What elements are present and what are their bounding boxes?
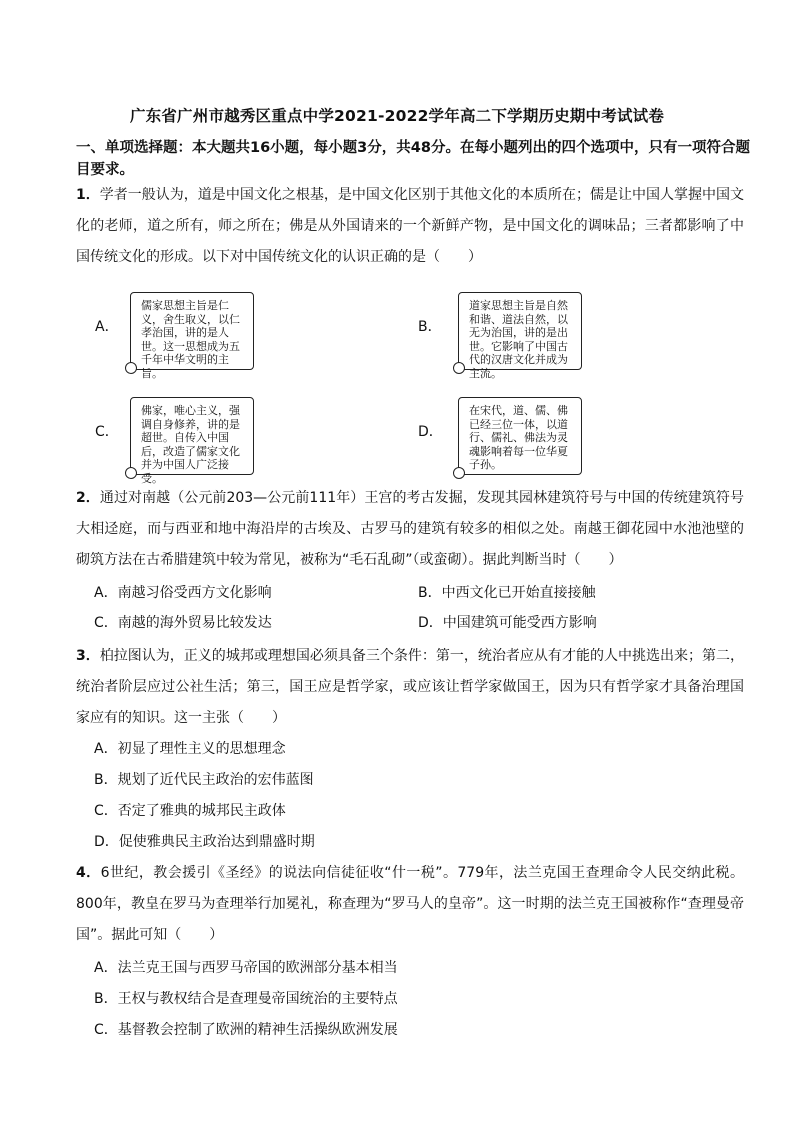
option-label: D． <box>418 615 443 631</box>
option-text: 规划了近代民主政治的宏伟蓝图 <box>117 772 314 788</box>
option-label: B． <box>94 991 118 1007</box>
q1-option-a-text: 儒家思想主旨是仁义，舍生取义，以仁孝治国，讲的是人世。这一思想成为五千年中华文明的主旨。 <box>141 299 240 380</box>
option-text: 法兰克王国与西罗马帝国的欧洲部分基本相当 <box>117 960 398 976</box>
option-label: B． <box>418 585 442 601</box>
option-text: 基督教会控制了欧洲的精神生活操纵欧洲发展 <box>117 1022 398 1038</box>
question-number: 2． <box>76 490 100 506</box>
scroll-curl-icon <box>125 362 137 374</box>
question-4-stem <box>76 858 744 951</box>
option-text: 中西文化已开始直接接触 <box>441 585 596 601</box>
option-text: 王权与教权结合是查理曼帝国统治的主要特点 <box>117 991 398 1007</box>
q1-option-c-scroll <box>130 397 254 485</box>
question-number: 1． <box>76 187 100 203</box>
q4-option-b <box>94 988 398 1008</box>
q4-option-c <box>94 1019 398 1039</box>
q1-option-b-scroll <box>458 292 582 380</box>
section-heading: 一、单项选择题：本大题共16小题，每小题3分，共48分。在每小题列出的四个选项中，只有一项符合题目要求。 <box>76 140 750 178</box>
q2-option-d <box>418 612 597 632</box>
option-label: A． <box>94 585 118 601</box>
option-text: 南越习俗受西方文化影响 <box>117 585 272 601</box>
question-text: 柏拉图认为，正义的城邦或理想国必须具备三个条件：第一，统治者应从有才能的人中挑选出来；第二，统治者阶层应过公社生活；第三，国王应是哲学家，或应该让哲学家做国王，因为只有哲学家才具备治理国家应有的知识。这一主张（ ） <box>76 648 745 726</box>
q1-option-b-text: 道家思想主旨是自然和谐、道法自然，以无为治国，讲的是出世。它影响了中国古代的汉唐文化并成为主流。 <box>469 299 568 380</box>
option-text: 促使雅典民主政治达到鼎盛时期 <box>118 834 315 850</box>
option-text: 初显了理性主义的思想理念 <box>117 741 286 757</box>
option-label: C． <box>94 803 118 819</box>
question-3-stem <box>76 641 744 734</box>
option-text: 否定了雅典的城邦民主政体 <box>117 803 286 819</box>
q3-option-b <box>94 769 314 789</box>
question-2-stem <box>76 483 744 576</box>
q1-option-a-label: A． <box>95 319 119 335</box>
option-label: A． <box>94 960 118 976</box>
question-text: 通过对南越（公元前203—公元前111年）王宫的考古发掘，发现其园林建筑符号与中国的传统建筑符号大相迳庭，而与西亚和地中海沿岸的古埃及、古罗马的建筑有较多的相似之处。南越王御花园中水池池壁的砌筑方法在古希腊建筑中较为常见，被称为“毛石乱砌”（或蛮砌）。据此判断当时（ ） <box>76 490 744 568</box>
scroll-curl-icon <box>453 467 465 479</box>
option-text: 南越的海外贸易比较发达 <box>117 615 272 631</box>
q1-option-d-text: 在宋代，道、儒、佛已经三位一体，以道行、儒礼、佛法为灵魂影响着每一位华夏子孙。 <box>469 404 568 471</box>
question-number: 4． <box>76 865 101 881</box>
q2-option-c <box>94 612 272 632</box>
option-label: D． <box>94 834 119 850</box>
q1-option-d-label: D． <box>418 424 443 440</box>
q1-option-c-text: 佛家，唯心主义，强调自身修养，讲的是超世。自传入中国后，改造了儒家文化并为中国人广泛接受。 <box>141 404 240 485</box>
scroll-curl-icon <box>453 362 465 374</box>
option-label: C． <box>94 615 118 631</box>
q1-option-d-scroll <box>458 397 582 475</box>
question-number: 3． <box>76 648 100 664</box>
question-text: 6世纪，教会援引《圣经》的说法向信徒征收“什一税”。779年，法兰克国王查理命令人民交纳此税。800年，教皇在罗马为查理举行加冕礼，称查理为“罗马人的皇帝”。这一时期的法兰克王国被称作“查理曼帝国”。据此可知（ ） <box>76 865 744 943</box>
option-label: B． <box>94 772 118 788</box>
option-label: A． <box>94 741 118 757</box>
question-text: 学者一般认为，道是中国文化之根基，是中国文化区别于其他文化的本质所在；儒是让中国人掌握中国文化的老师，道之所有，师之所在；佛是从外国请来的一个新鲜产物，是中国文化的调味品；三者都影响了中国传统文化的形成。以下对中国传统文化的认识正确的是（ ） <box>76 187 745 265</box>
option-text: 中国建筑可能受西方影响 <box>442 615 597 631</box>
page-title: 广东省广州市越秀区重点中学2021-2022学年高二下学期历史期中考试试卷 <box>129 107 665 125</box>
q1-option-b-label: B． <box>418 319 442 335</box>
q3-option-d <box>94 831 315 851</box>
q3-option-c <box>94 800 286 820</box>
q4-option-a <box>94 957 398 977</box>
option-label: C． <box>94 1022 118 1038</box>
scroll-curl-icon <box>125 467 137 479</box>
q2-option-b <box>418 582 596 602</box>
q1-option-a-scroll <box>130 292 254 380</box>
q3-option-a <box>94 738 286 758</box>
q1-option-c-label: C． <box>95 424 119 440</box>
question-1-stem <box>76 180 744 273</box>
q2-option-a <box>94 582 272 602</box>
